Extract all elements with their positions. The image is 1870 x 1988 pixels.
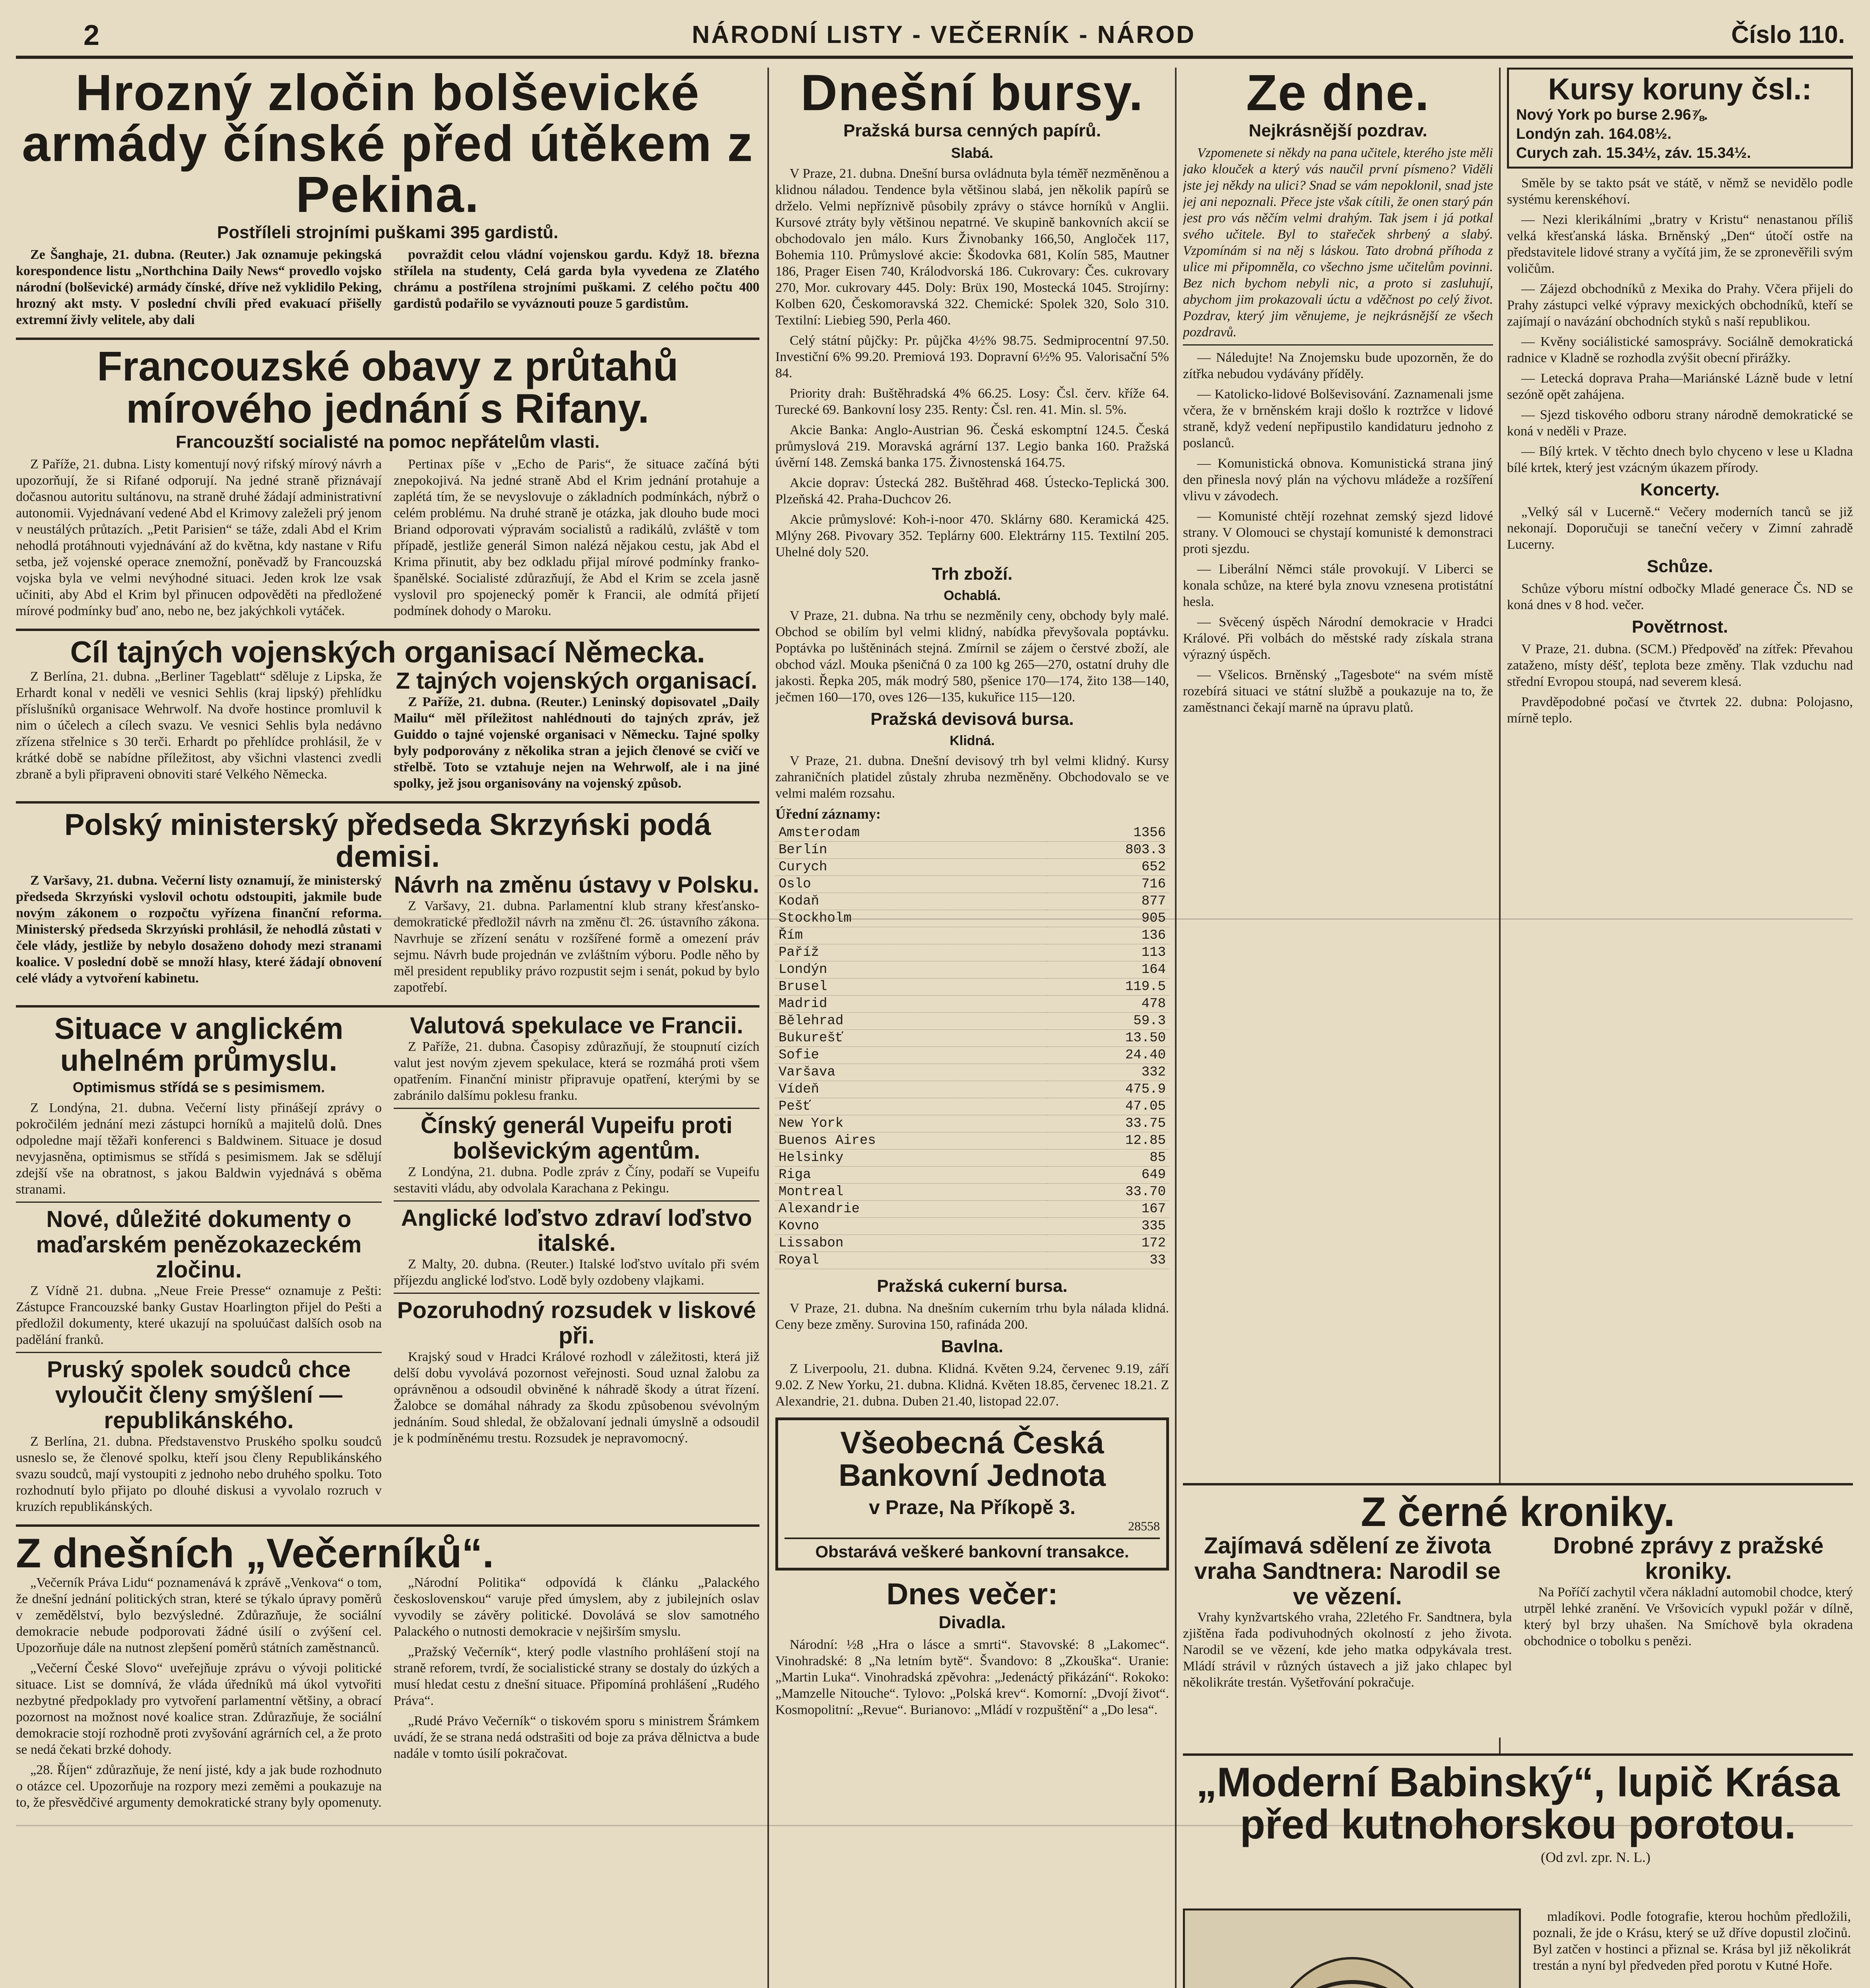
article-drobne-zpravy: Na Poříčí zachytil včera nákladní automobil chodce, který utrpěl lehké zranění. Ve Vršovicích vypukl požár v dílně, který byl brzy uhašen. Na Smíchově byla okradena obchodnice o tobolku s penězi.	[1524, 1584, 1853, 1648]
article-rif-right: Pertinax píše v „Echo de Paris“, že situace začíná býti znepokojivá. Na jedné straně Abd el Krim jednání protahuje a zaplétá tím, že se nevyslovuje o základních podmínkách, nýbrž o celém problému. Na druhé straně je otázka, jak dlouho bude moci Briand odporovati výpravám socialistů a radikálů, zvláště v tom případě, jestliže generál Simon nalézá nějakou cestu, jak Abd el Krima přinutit, aby bez odkladu přijal mírové podmínky franko-španělské. Socialisté zdůrazňují, že Abd el Krim se zcela jasně vyslovil pro spojenecký poměr k Francii, ale odmítá přijetí podmínek dohody o Maroku.	[394, 457, 759, 619]
fx-row	[775, 1184, 1169, 1201]
note-komuniste-sjezd: — Komunisté chtějí rozehnat zemský sjezd lidové strany. V Olomouci se chystají komunisté k demonstraci proti sjezdu.	[1183, 509, 1493, 556]
meetings-text: Schůze výboru místní odbočky Mladé generace Čs. ND se koná dnes v 8 hod. večer.	[1507, 581, 1853, 612]
fx-row	[775, 842, 1169, 859]
headline-verdict: Pozoruhodný rozsudek v liskové při.	[397, 1297, 756, 1349]
headline-koncerty: Koncerty.	[1640, 480, 1720, 499]
fx-row	[775, 893, 1169, 910]
fx-city: Royal	[775, 1252, 1047, 1269]
fx-city: Vídeň	[775, 1081, 1047, 1098]
fx-row	[775, 1030, 1169, 1047]
fx-city: Curych	[775, 859, 1047, 876]
article-germany-left: Z Berlína, 21. dubna. „Berliner Tageblatt“ sděluje z Lipska, že Erhardt konal v neděli ve vesnici Sehlis (kraj lipský) přehlídku příslušníků organisace Wehrwolf. Na dvoře hostince promluvil k nim o účelech a cílech svazu. Ve vesnici Sehlis byla nedávno zřízena střelnice s 30 terči. Erhardt po přehlídce prohlásil, že v krátké době se nabídne příležitost, aby všichni vlastenci zvedli zbraně a byli připraveni obnoviti staré Velkého Německa.	[16, 669, 382, 782]
trh-zbozi-tone: Ochablá.	[944, 588, 1001, 603]
fx-table-title: Úřední záznamy:	[775, 806, 881, 822]
paper-fold	[16, 1825, 1853, 1826]
bank-slogan: Obstarává veškeré bankovní transakce.	[785, 1538, 1160, 1561]
article-rif-left: Z Paříže, 21. dubna. Listy komentují nový rifský mírový návrh a upozorňují, že si Rifané odporují. Na jedné straně přiznávají dočasnou autoritu sultánovu, na straně druhé žádají administrativní autonomii. Vyjednávaní vedené Abd el Krimovy zaleželi prý jenom v neustálých průtazích. „Petit Parisien“ se táže, zdali Abd el Krim nehodlá protáhnouti vyjednávání až do května, kdy nastane v Rifu setba, jež vojenské operace znemožní, poněvadž by Francouzská vojska byla ve velmi nevýhodné situaci. Jeden krok lze vsak učiniti, aby Abd el Krim byl přinucen odpověděti na předložené mírové podmínky buď ano, nebo ne, bez jakýchkoli vytáček.	[16, 457, 382, 619]
headline-france-valuta: Valutová spekulace ve Francii.	[410, 1013, 744, 1039]
note-uspech-nd: — Svěcený úspěch Národní demokracie v Hradci Králové. Při volbách do městské rady získala strana výrazný úspěch.	[1183, 615, 1493, 662]
fx-row	[775, 944, 1169, 961]
headline-prussia: Pruský spolek soudců chce vyloučit členy smýšlení — republikánského.	[47, 1357, 351, 1433]
newspaper-page	[16, 12, 1853, 1988]
headline-cukerni-bursa: Pražská cukerní bursa.	[877, 1276, 1068, 1296]
fx-rate: 33.70	[1047, 1184, 1169, 1201]
fx-rate: 335	[1047, 1218, 1169, 1235]
headline-vecerniky: Z dnešních „Večerníků“.	[16, 1530, 494, 1576]
feuilleton-pozdrav: Vzpomenete si někdy na pana učitele, kterého jste měli jako klouček a který vás naučil první písmeno? Viděli jste jej někdy na ulici? Snad se vám nepoklonil, snad jste jej ani nepoznali. Přece jste však cítili, že onen starý pán jest pro vás něčím velmi drahým. Tak jsem i já potkal svého učitele. Byl to stařeček shrbený a slabý. Vzpomínám si na něj s láskou. Tato drobná příhoda z ulice mi připomněla, co všechno jsme učitelům povinni. Bez nich bychom nebyli nic, a proto si zasluhují, abychom jim prokazovali úctu a vděčnost po celý život. Pozdrav, který jim věnujeme, je nejkrásnější ze všech pozdravů.	[1183, 146, 1493, 340]
weather-forecast: Pravděpodobné počasí ve čtvrtek 22. dubna: Polojasno, mírně teplo.	[1507, 694, 1853, 726]
fx-city: Berlín	[775, 842, 1047, 859]
fx-rate: 136	[1047, 927, 1169, 944]
fx-city: Lissabon	[775, 1235, 1047, 1252]
headline-fleet: Anglické loďstvo zdraví loďstvo italské.	[401, 1205, 752, 1256]
review-rude-pravo: „Rudé Právo Večerník“ o tiskovém sporu s ministrem Šrámkem uvádí, že se strana nedá odstrašiti od boje za práva dělnictva a bude nadále v tomto úsilí pokračovat.	[394, 1713, 759, 1761]
fx-city: Montreal	[775, 1184, 1047, 1201]
fx-city: Řím	[775, 927, 1047, 944]
rate-new-york: Nový York po burse 2.96⅞.	[1516, 106, 1708, 123]
fx-rate: 478	[1047, 996, 1169, 1013]
review-prazsky-vecernik: „Pražský Večerník“, který podle vlastního prohlášení stojí na straně reforem, tvrdí, že socialistické strany se dostaly do úzkých a musí hledat cestu z dnešní situace. Připomíná prohlášení „Rudého Práva“.	[394, 1644, 759, 1708]
article-sandtner: Vrahy kynžvartského vraha, 22letého Fr. Sandtnera, byla zjištěna řada podivuhodných okolností z jeho života. Narodil se ve vězení, kde jeho matka odpykávala trest. Mládí strávil v různých ústavech a již jako chlapec byl několikráte trestán. Vyšetřování pokračuje.	[1183, 1610, 1512, 1690]
bank-phone: 28558	[1128, 1518, 1160, 1533]
fx-city: Madrid	[775, 996, 1047, 1013]
fx-city: Sofie	[775, 1047, 1047, 1064]
article-vupeifu: Z Londýna, 21. dubna. Podle zpráv z Číny, podaří se Vupeifu sestaviti vládu, aby odvolala Karachana z Pekingu.	[394, 1164, 759, 1196]
fx-rate: 164	[1047, 961, 1169, 978]
fx-city: Kodaň	[775, 893, 1047, 910]
rate-zurich: Curych zah. 15.34½, záv. 15.34½.	[1516, 144, 1751, 161]
headline-drobne-zpravy: Drobné zprávy z pražské kroniky.	[1553, 1533, 1824, 1584]
fx-row	[775, 1115, 1169, 1132]
concerts-text: „Velký sál v Lucerně.“ Večery moderních tanců se již nekonají. Doporučuji se taneční večery v Zimní zahradě Lucerny.	[1507, 504, 1853, 552]
bank-name: Všeobecná Česká Bankovní Jednota	[839, 1425, 1106, 1493]
fx-row	[775, 1047, 1169, 1064]
bursa-tone: Slabá.	[951, 145, 994, 161]
subheadline-china: Postříleli strojními puškami 395 gardistů.	[217, 223, 559, 242]
fx-row	[775, 996, 1169, 1013]
headline-devisova-bursa: Pražská devisová bursa.	[870, 709, 1074, 729]
fx-city: Oslo	[775, 876, 1047, 893]
article-prussia: Z Berlína, 21. dubna. Představenstvo Pruského spolku soudců usneslo se, že členové spolku, kteří jsou členy Republikánského svazu soudců, mají vystoupiti z jednoho nebo druhého spolku. Toto rozhodnutí bylo přijato po dlouhé diskusi a vyvolalo rozruch v kruzích republikánských.	[16, 1434, 382, 1514]
fx-rate: 1356	[1047, 825, 1169, 842]
issue-number: Číslo 110.	[1731, 21, 1845, 49]
bank-address: v Praze, Na Příkopě 3.	[869, 1496, 1076, 1518]
headline-rif: Francouzské obavy z průtahů mírového jednání s Rifany.	[97, 344, 679, 432]
fx-rate: 47.05	[1047, 1098, 1169, 1115]
subheadline-pozdrav: Nejkrásnější pozdrav.	[1249, 121, 1427, 140]
article-france-valuta: Z Paříže, 21. dubna. Časopisy zdůrazňují, že stoupnutí cizích valut jest novým zjevem spekulace, která se rozmáhá proti všem opatřením. Finanční ministr připravuje opatření, kterými by se zabránilo dalšímu poklesu franku.	[394, 1039, 759, 1103]
fx-rate: 85	[1047, 1149, 1169, 1167]
bursa-text-1: V Praze, 21. dubna. Dnešní bursa ovládnuta byla téměř nezměněnou a klidnou náladou. Tendence byla většinou slabá, jen několik papírů se drželo. Velmi nepříznivě působily zprávy o stávce horníků v Anglii. Kursové ztráty byly většinou nepatrné. Ve skupině bankovních akcií se obchodovalo jen málo. Kurs Živnobanky 166,50, Angloček 117, Bohemia 110. Průmyslové akcie: Škodovka 681, Kolín 585, Mautner 186, Prager Eisen 740, Králodvorská 186. Cukrovary: Čes. cukrovary 270, Mor. cukrovary 445. Doly: Brüx 190, Mostecká 1045. Strojírny: Kolben 620, Českomoravská 322. Chemické: Spolek 320, Solo 310. Textilní: Liebieg 590, Perla 460.	[775, 166, 1169, 328]
headline-germany-sub: Z tajných vojenských organisací.	[396, 668, 757, 694]
review-pravo-lidu: „Večerník Práva Lidu“ poznamenává k zprávě „Venkova“ o tom, že dnešní jednání politických stran, které se týkalo úpravy poměrů v zemědělství, bylo bezvýsledné. Zdůrazňuje, že sociální demokracie nebude podporovati žádné úsilí o zvýšení cel. Upozorňuje dále na nutnost zlepšení poměrů státních zaměstnanců.	[16, 1575, 382, 1655]
subheadline-bursa: Pražská bursa cenných papírů.	[843, 121, 1101, 140]
devisova-tone: Klidná.	[950, 733, 995, 748]
headline-sandtner: Zajímavá sdělení ze života vraha Sandtnera: Narodil se ve vězení.	[1194, 1533, 1501, 1609]
masthead: NÁRODNÍ LISTY - VEČERNÍK - NÁROD	[692, 21, 1196, 49]
column-politics	[16, 68, 759, 1988]
weather-text: V Praze, 21. dubna. (SCM.) Předpověď na zítřek: Převahou zataženo, místy déšť, teplota beze změny. Tlak vzduchu nad střední Evropou stoupá, nad severem klesá.	[1507, 641, 1853, 689]
paper-fold	[16, 918, 1853, 920]
fx-rate: 12.85	[1047, 1132, 1169, 1149]
headline-hungary: Nové, důležité dokumenty o maďarském penězokazeckém zločinu.	[36, 1206, 362, 1283]
fx-city: Alexandrie	[775, 1201, 1047, 1218]
headline-poland: Polský ministerský předseda Skrzyński podá demisi.	[64, 808, 711, 874]
note-komunisticka-obnova: — Komunistická obnova. Komunistická strana jiný den přinesla nový plán na výchovu mládeže a rozšíření vlivu v závodech.	[1183, 456, 1493, 503]
fx-rate: 113	[1047, 944, 1169, 961]
note-liberalni-nemci: — Liberální Němci stále provokují. V Liberci se konala schůze, na které byla znovu vznesena protistátní hesla.	[1183, 562, 1493, 609]
fx-row	[775, 927, 1169, 944]
photo-sustr	[1183, 1908, 1521, 1988]
headline-bavlna: Bavlna.	[941, 1337, 1004, 1356]
theatre-listings: Národní: ½8 „Hra o lásce a smrti“. Stavovské: 8 „Lakomec“. Vinohradské: 8 „Na letním bytě“. Švandovo: 8 „Zkouška“. Uranie: „Martin Luka“. Vinohradská zpěvohra: „Jedenáctý přikázání“. Rokoko: „Mamzelle Nitouche“. Tylovo: „Polská krev“. Komorní: „Dvojí život“. Kosmopolitní: „Revue“. Burianovo: „Mládí v rozpuštění“ a „Do lesa“.	[775, 1637, 1169, 1717]
currency-box	[1507, 68, 1853, 169]
headline-kursy: Kursy koruny čsl.:	[1548, 72, 1812, 106]
headline-schuze: Schůze.	[1647, 556, 1713, 576]
fx-city: Paříž	[775, 944, 1047, 961]
fx-row	[775, 1235, 1169, 1252]
fx-rate: 877	[1047, 893, 1169, 910]
fx-rate: 652	[1047, 859, 1169, 876]
portrait-illustration	[1185, 1910, 1519, 1988]
headline-bursy: Dnešní bursy.	[800, 68, 1144, 121]
fx-row	[775, 1098, 1169, 1115]
headline-babinsky: „Moderní Babinský“, lupič Krása před kutnohorskou porotou.	[1196, 1759, 1840, 1848]
article-hungary: Z Vídně 21. dubna. „Neue Freie Presse“ oznamuje z Pešti: Zástupce Francouzské banky Gustav Hoarlington přijel do Pešti a předložil dokumenty, které ukazují na spoluúčast dalších osob na padělání franků.	[16, 1283, 382, 1347]
devisova-text: V Praze, 21. dubna. Dnešní devisový trh byl velmi klidný. Kursy zahraničních platidel zůstaly zhruba nezměněny. Obchodovalo se ve velmi malém rozsahu.	[775, 753, 1169, 801]
babinsky-credit: (Od zvl. zpr. N. L.)	[1541, 1849, 1651, 1866]
note-kerensky: Směle by se takto psát ve státě, v němž se nevidělo podle systému kerenskéhoví.	[1507, 175, 1853, 207]
note-letecka-doprava: — Letecká doprava Praha—Mariánské Lázně bude v letní sezóně opět zahájena.	[1507, 371, 1853, 402]
bursa-text-2: Celý státní půjčky: Pr. půjčka 4½% 98.75. Sedmiprocentní 97.50. Investiční 6% 99.20. Premiová 193. Dopravní 6½% 95. Valorisační 5% 84.	[775, 333, 1169, 381]
fx-row	[775, 825, 1169, 842]
fx-row	[775, 1064, 1169, 1081]
fx-city: Amsterodam	[775, 825, 1047, 842]
note-naledujte: — Náledujte! Na Znojemsku bude upozorněn, že do zítřka nebudou vydávány příděly.	[1183, 350, 1493, 381]
headline-england: Situace v anglickém uhelném průmyslu.	[54, 1012, 344, 1077]
article-poland-left: Z Varšavy, 21. dubna. Večerní listy oznamují, že ministerský předseda Skrzyński vyslovil ochotu odstoupiti, jakmile bude novým zákonem o rozpočtu vyřízena finanční reforma. Ministerský předseda Skrzyński prohlásil, že nehodlá zůstati v čele vlády, jestliže by nebylo dosaženo dohody mezi stranami koalice. V poslední době se množí hlasy, které žádají obnovení celé vlády a vytvoření kabinetu.	[16, 873, 382, 986]
fx-city: Riga	[775, 1167, 1047, 1184]
fx-city: Buenos Aires	[775, 1132, 1047, 1149]
fx-rate: 172	[1047, 1235, 1169, 1252]
note-klerikalove: — Nezi klerikálními „bratry v Kristu“ nenastanou příliš velká křesťanská láska. Brněnský „Den“ útočí ostře na představitele lidové strany a vyčítá jim, že se zpronevěřili svým voličům.	[1507, 212, 1853, 276]
fx-row	[775, 978, 1169, 996]
headline-cerne-kroniky: Z černé kroniky.	[1361, 1489, 1675, 1535]
headline-germany: Cíl tajných vojenských organisací Německa.	[70, 635, 705, 670]
fx-rate: 649	[1047, 1167, 1169, 1184]
bursa-text-4: Akcie Banka: Anglo-Austrian 96. Česká eskomptní 124.5. Česká průmyslová 219. Moravská agrární 137. Legio banka 160. Pražská úvěrní 148. Zemská banka 175. Živnostenská 164.75.	[775, 423, 1169, 470]
fx-rate: 716	[1047, 876, 1169, 893]
fx-city: Bělehrad	[775, 1013, 1047, 1030]
fx-row	[775, 961, 1169, 978]
note-sjezd: — Sjezd tiskového odboru strany národně demokratické se koná v neděli v Praze.	[1507, 407, 1853, 439]
subheadline-rif: Francouzští socialisté na pomoc nepřátelům vlasti.	[175, 432, 600, 452]
article-england: Z Londýna, 21. dubna. Večerní listy přinášejí zprávy o pokročilém jednání mezi zástupci horníků a majitelů dolů. Dnes odpoledne mají těžaři konferenci s Baldwinem. Situace je dosud nevyjasněna, optimismus se střídá s pesimismem. Jak se sdělují zdejší vše na obratnost, s jakou Baldwin vyjednává s oběma stranami.	[16, 1100, 382, 1197]
fx-row	[775, 1201, 1169, 1218]
fx-rate: 33	[1047, 1252, 1169, 1269]
fx-row	[775, 1149, 1169, 1167]
fx-row	[775, 1252, 1169, 1269]
fx-rate: 803.3	[1047, 842, 1169, 859]
trh-zbozi-text: V Praze, 21. dubna. Na trhu se nezměnily ceny, obchody byly malé. Obchod se obilím byl velmi klidný, nabídka převyšovala poptávku. Poptávka po luštěninách stejná. Zmírnil se zájem o čerstvé zboží, ale obchod vázl. Mouka pšeničná 0 za 100 kg 265—270, ostatní druhy dle jakosti. Řepka 205, mák modrý 580, pšenice 170—174, žito 138—140, ječmen 160—170, oves 126—135, kukuřice 115—120.	[775, 608, 1169, 705]
fx-rate: 24.40	[1047, 1047, 1169, 1064]
column-rule	[767, 68, 769, 1988]
fx-row	[775, 1081, 1169, 1098]
bursa-text-6: Akcie průmyslové: Koh-i-noor 470. Sklárny 680. Keramická 425. Mlýny 268. Pivovary 352. Teplárny 600. Elektrárny 115. Textilní 205. Uhelné doly 520.	[775, 512, 1169, 559]
fx-rate: 13.50	[1047, 1030, 1169, 1047]
page-number: 2	[83, 19, 100, 51]
headline-divadla: Divadla.	[938, 1612, 1006, 1632]
fx-rate: 59.3	[1047, 1013, 1169, 1030]
fx-row	[775, 1218, 1169, 1235]
fx-city: Helsinky	[775, 1149, 1047, 1167]
fx-row	[775, 1167, 1169, 1184]
fx-rate: 332	[1047, 1064, 1169, 1081]
note-vselicos: — Všelicos. Brněnský „Tagesbote“ na svém místě rozebírá situaci ve státní službě a poukazuje na to, že zaměstnanci čekají marně na úpravu platů.	[1183, 668, 1493, 715]
article-fleet: Z Malty, 20. dubna. (Reuter.) Italské loďstvo uvítalo při svém příjezdu anglické loďstvo. Lodě byly ozdobeny vlajkami.	[394, 1257, 759, 1288]
fx-rate: 905	[1047, 910, 1169, 927]
bursa-text-5: Akcie doprav: Ústecká 282. Buštěhrad 468. Ústecko-Teplická 300. Plzeňská 42. Praha-Duchcov 26.	[775, 476, 1169, 507]
fx-rate: 119.5	[1047, 978, 1169, 996]
bursa-text-3: Priority drah: Buštěhradská 4% 66.25. Losy: Čsl. červ. kříže 64. Turecké 69. Bankovní losy 235. Renty: Čsl. ren. 41. Min. sl. 5%.	[775, 386, 1169, 417]
headline-poland-sub: Návrh na změnu ústavy v Polsku.	[394, 872, 759, 898]
headline-ze-dne: Ze dne.	[1246, 68, 1430, 121]
note-katolicko-lidove: — Katolicko-lidové Bolševisování. Zaznamenali jsme včera, že v brněnském kraji došlo k roztržce v lidové straně, když vedení nepřipustilo kandidaturu jednoho z poslanců.	[1183, 387, 1493, 450]
subheadline-england: Optimismus střídá se s pesimismem.	[72, 1079, 325, 1095]
headline-dnes-vecer: Dnes večer:	[886, 1577, 1058, 1611]
article-verdict: Krajský soud v Hradci Králové rozhodl v záležitosti, která již delší dobu vyvolává pozornost veřejnosti. Soud uznal žalobu za oprávněnou a odsoudil obviněné k náhradě škody a útrat řízení. Žalobce se domáhal náhrady za škodu způsobenou svévolným jednáním. Soud shledal, že obžalovaní jednali úmyslně a odsoudil je k podmíněnému trestu. Rozsudek je nepravomocný.	[394, 1349, 759, 1446]
column-rule	[1175, 68, 1177, 1988]
article-babinsky-right: mladíkovi. Podle fotografie, kterou hochům předložili, poznali, že jde o Krásu, který se už dříve dopustil zločinů. Byl zatčen v hostinci a přiznal se. Krása byl již několikrát trestán a nyní byl předveden před porotu v Kutné Hoře.	[1533, 1909, 1851, 1973]
page-header	[16, 12, 1853, 59]
review-ceske-slovo: „Večerní České Slovo“ uveřejňuje zprávu o vývoji politické situace. List se domnívá, že vláda úředníků má úkol vytvořiti nezbytné předpoklady pro vytvoření parlamentní většiny, a obrací pozornost na možnost nové koalice stran. Zdůrazňuje, že sociální demokracie stojí rozhodně proti zvyšování agrárních cel, a že proto se nedá čekati brzké dohody.	[16, 1660, 382, 1757]
babinsky-section	[1183, 1753, 1853, 1988]
fx-table	[775, 825, 1169, 1269]
bavlna-text: Z Liverpoolu, 21. dubna. Klidná. Květen 9.24, červenec 9.19, září 9.02. Z New Yorku, 21. dubna. Klidná. Květen 18.85, červenec 18.21. Z Alexandrie, 21. dubna. Duben 21.40, listopad 22.07.	[775, 1361, 1169, 1409]
fx-city: Varšava	[775, 1064, 1047, 1081]
note-mexiko: — Zájezd obchodníků z Mexika do Prahy. Včera přijeli do Prahy zástupci velké výpravy mexických obchodníků, kteří se zajímají o navázání obchodních styků s naší republikou.	[1507, 281, 1853, 329]
review-28-rijen: „28. Říjen“ zdůrazňuje, že není jisté, kdy a jak bude rozhodnuto o otázce cel. Upozorňuje na rozpory mezi zeměmi a poukazuje na to, že přesvědčivé argumenty demokratické strany byly opomenuty.	[16, 1762, 382, 1810]
fx-city: New York	[775, 1115, 1047, 1132]
headline-vupeifu: Čínský generál Vupeifu proti bolševickým agentům.	[420, 1112, 733, 1164]
headline-trh-zbozi: Trh zboží.	[932, 564, 1013, 584]
fx-city: Londýn	[775, 961, 1047, 978]
fx-city: Pešť	[775, 1098, 1047, 1115]
headline-povetrnost: Povětrnost.	[1631, 617, 1728, 637]
rate-london: Londýn zah. 164.08½.	[1516, 125, 1672, 142]
fx-row	[775, 1013, 1169, 1030]
fx-row	[775, 859, 1169, 876]
fx-row	[775, 876, 1169, 893]
article-germany-right: Z Paříže, 21. dubna. (Reuter.) Leninský dopisovatel „Daily Mailu“ měl příležitost nahlédnouti do tajných zpráv, jež Guiddo o tajné vojenské organisaci v Německu. Tajné spolky byly podporovány z několika stran a jejich členové se cvičí ve střelbě. Toto se vztahuje nejen na Wehrwolf, ale i na jiné spolky, jež jsou organisovány na vojenský způsob.	[394, 694, 759, 791]
column-bursa	[775, 68, 1169, 1988]
fx-city: Kovno	[775, 1218, 1047, 1235]
column-kursy	[1507, 68, 1853, 1483]
fx-row	[775, 1132, 1169, 1149]
fx-rate: 475.9	[1047, 1081, 1169, 1098]
bank-advertisement	[775, 1417, 1169, 1571]
fx-city: Brusel	[775, 978, 1047, 996]
note-samosprava: — Kvěny sociálistické samosprávy. Sociálně demokratická radnice v Kladně se rozhodla zvýšit obecní přirážky.	[1507, 334, 1853, 365]
cukerni-text: V Praze, 21. dubna. Na dnešním cukerním trhu byla nálada klidná. Ceny beze změny. Surovina 150, rafináda 200.	[775, 1301, 1169, 1332]
fx-city: Bukurešť	[775, 1030, 1047, 1047]
article-china-right: povraždit celou vládní vojenskou gardu. Když 18. března střílela na studenty, Celá garda byla vyvedena ze Zlatého chrámu a postřílena strojními puškami. Z celého počtu 400 gardistů podařilo se vyváznouti pouze 5 gardistům.	[394, 247, 759, 311]
review-narodni-politika: „Národní Politika“ odpovídá k článku „Palackého československou“ varuje před úmyslem, aby z jubilejních oslav vyvodily se závěry politické. Dovolává se slov samotného Palackého o nutnosti demokracie v nejširším smyslu.	[394, 1575, 759, 1639]
fx-rate: 33.75	[1047, 1115, 1169, 1132]
article-poland-right: Z Varšavy, 21. dubna. Parlamentní klub strany křesťansko-demokratické předložil návrh na změnu čl. 26. ústavního zákona. Navrhuje se zřízení senátu v rozšířené formě a omezení práv sejmu. Návrh bude projednán ve zvláštním výboru. Podle něho by měl president republiky právo rozpustit sejm i senát, pokud by bylo zapotřebí.	[394, 899, 759, 995]
headline-china: Hrozný zločin bolševické armády čínské před útěkem z Pekina.	[22, 68, 753, 223]
fx-city: Stockholm	[775, 910, 1047, 927]
note-bily-krtek: — Bílý krtek. V těchto dnech bylo chyceno v lese u Kladna bílé krtek, který jest vzácným úkazem přírody.	[1507, 444, 1853, 475]
fx-rate: 167	[1047, 1201, 1169, 1218]
crime-section	[1183, 1483, 1853, 1738]
article-china-left: Ze Šanghaje, 21. dubna. (Reuter.) Jak oznamuje pekingská korespondence listu „Northchina Daily News“ provedlo vojsko národní (bolševické) armády čínské, dříve než vyklidilo Peking, hrozný akt msty. V poslední chvíli před evakuací přišelly extremní živly velitele, aby dali	[16, 247, 382, 327]
